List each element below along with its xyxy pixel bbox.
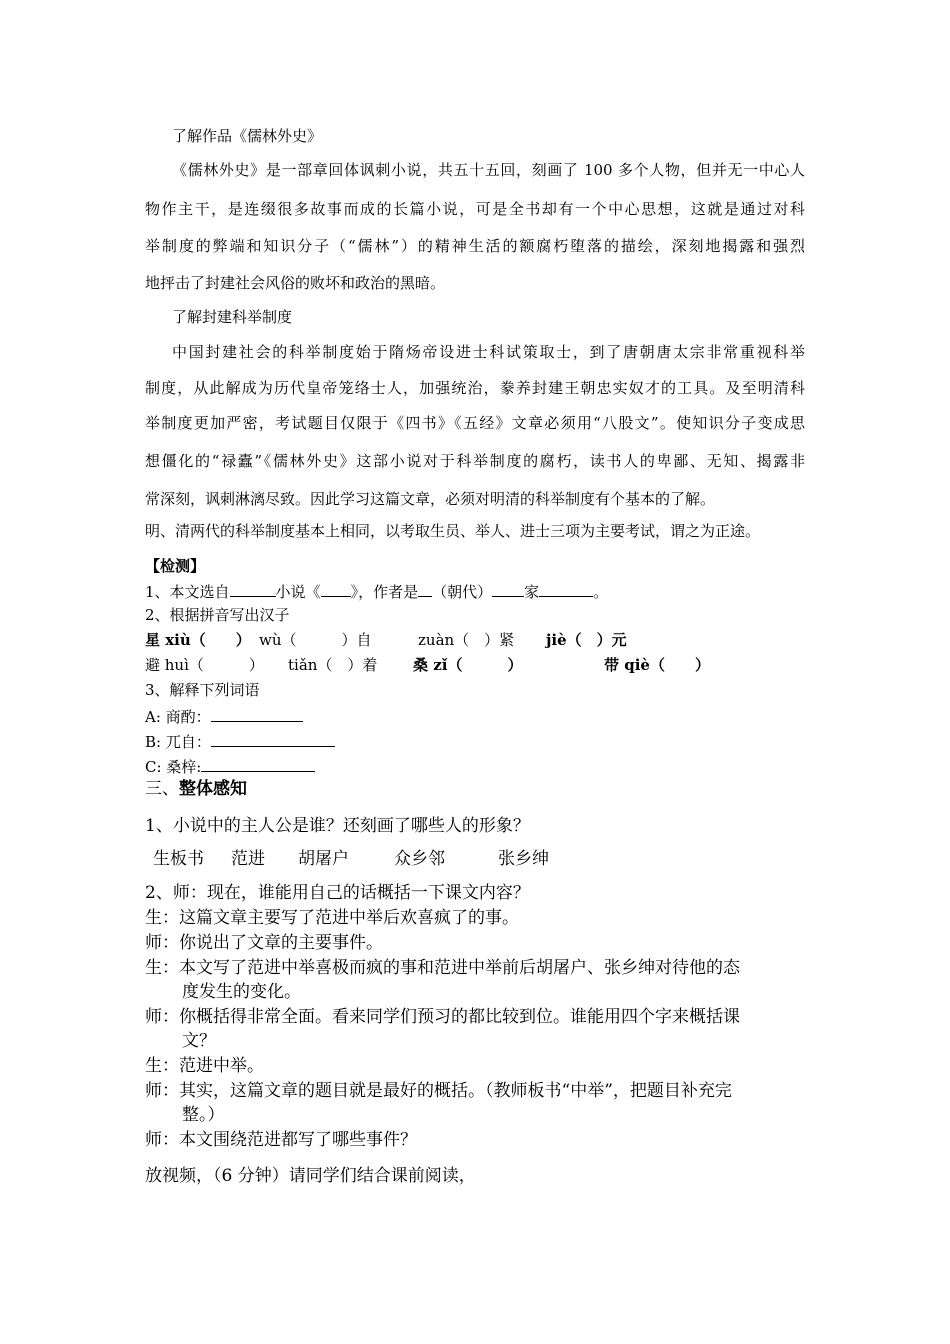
term-c-label: C: 桑梓: xyxy=(145,758,202,776)
intro-paragraph-line: 物作主干，是连缀很多故事而成的长篇小说，可是全书却有一个中心思想，这就是通过对科 xyxy=(145,200,805,218)
q1-text-e: 家 xyxy=(524,583,540,601)
section-heading xyxy=(145,778,247,800)
pinyin-item-jieyuan: jiè（ ）元 xyxy=(546,631,627,649)
dialog-line-continued: 度发生的变化。 xyxy=(182,982,301,1002)
dialog-line: 师：你概括得非常全面。看来同学们预习的都比较到位。谁能用四个字来概括课 xyxy=(145,1007,740,1027)
dialog-line: 放视频，（6 分钟）请同学们结合课前阅读， xyxy=(145,1166,476,1186)
dialog-line-continued: 整。） xyxy=(182,1105,225,1125)
intro-paragraph-line: 举制度的弊端和知识分子（“儒林”）的精神生活的额腐朽堕落的描绘，深刻地揭露和强烈 xyxy=(145,237,805,255)
keju-paragraph-line: 常深刻，讽刺淋漓尽致。因此学习这篇文章，必须对明清的科举制度有个基本的了解。 xyxy=(145,490,716,508)
blank-author[interactable] xyxy=(418,580,432,597)
check-question-1 xyxy=(145,580,608,602)
pinyin-item-daiqie: 带 qiè（ ） xyxy=(604,656,710,674)
board-item: 胡屠户 xyxy=(298,849,349,869)
section-heading-title: 整体感知 xyxy=(179,779,247,799)
dialog-line: 师：你说出了文章的主要事件。 xyxy=(145,933,383,953)
check-question-3: 3、解释下列词语 xyxy=(145,681,260,699)
q1-text-f: 。 xyxy=(593,583,609,601)
keju-paragraph-line: 中国封建社会的科举制度始于隋炀帝设进士科试策取士，到了唐朝唐太宗非常重视科举 xyxy=(172,343,805,361)
term-a-blank[interactable] xyxy=(211,705,303,722)
dialog-line: 生：范进中举。 xyxy=(145,1056,264,1076)
pinyin-item-wuzi: wù（ ）自 xyxy=(259,631,372,649)
blank-dynasty[interactable] xyxy=(492,580,524,597)
keju-paragraph-line: 制度，从此解成为历代皇帝笼络士人，加强统治，豢养封建王朝忠实奴才的工具。及至明清科 xyxy=(145,379,805,397)
keju-paragraph-line: 举制度更加严密，考试题目仅限于《四书》《五经》文章必须用“八股文”。使知识分子变成思 xyxy=(145,414,805,432)
pinyin-item-xingxiu: 星 xiù（ ） xyxy=(145,631,251,649)
term-b-blank[interactable] xyxy=(211,730,335,747)
blank-novel[interactable] xyxy=(321,580,351,597)
keju-paragraph-line: 想僵化的“禄蠹”《儒林外史》这部小说对于科举制度的腐朽，读书人的卑鄙、无知、揭露非 xyxy=(145,452,805,470)
intro-paragraph-line: 地抨击了封建社会风俗的败坏和政治的黑暗。 xyxy=(145,274,446,292)
term-c-blank[interactable] xyxy=(201,755,315,772)
q1-text-b: 小说《 xyxy=(275,583,321,601)
intro-title-rulin: 了解作品《儒林外史》 xyxy=(172,127,323,145)
dialog-line-continued: 文？ xyxy=(182,1031,216,1051)
dialog-line: 生：本文写了范进中举喜极而疯的事和范进中举前后胡屠户、张乡绅对待他的态 xyxy=(145,958,740,978)
section-question-2: 2、师：现在，谁能用自己的话概括一下课文内容？ xyxy=(145,883,530,903)
pinyin-item-bihui: 避 huì（ ） xyxy=(145,656,264,674)
check-heading: 【检测】 xyxy=(145,557,206,575)
term-b xyxy=(145,730,335,752)
pinyin-item-tianzhe: tiǎn（ ）着 xyxy=(288,656,378,674)
blank-source[interactable] xyxy=(230,580,276,597)
board-item: 范进 xyxy=(231,849,265,869)
board-item: 众乡邻 xyxy=(394,849,445,869)
q1-text-c: 》，作者是 xyxy=(350,583,419,601)
term-b-label: B: 兀自： xyxy=(145,733,211,751)
board-item: 张乡绅 xyxy=(498,849,549,869)
dialog-line: 生：这篇文章主要写了范进中举后欢喜疯了的事。 xyxy=(145,908,519,928)
intro-paragraph-line: 《儒林外史》是一部章回体讽刺小说，共五十五回，刻画了 100 多个人物，但并无一中心人 xyxy=(172,161,805,179)
dialog-line: 师：本文围绕范进都写了哪些事件？ xyxy=(145,1130,417,1150)
keju-summary-line: 明、清两代的科举制度基本上相同，以考取生员、举人、进士三项为主要考试，谓之为正途。 xyxy=(145,522,761,540)
section-heading-number: 三、 xyxy=(145,779,179,799)
pinyin-item-sangzi: 桑 zǐ（ ） xyxy=(413,656,523,674)
dialog-line: 师：其实，这篇文章的题目就是最好的概括。（教师板书“中举”，把题目补充完 xyxy=(145,1081,732,1101)
pinyin-item-zuanjin: zuàn（ ）紧 xyxy=(418,631,515,649)
term-a xyxy=(145,705,303,727)
check-question-2: 2、根据拼音写出汉子 xyxy=(145,606,290,624)
blank-genre[interactable] xyxy=(539,580,593,597)
q1-text-a: 1、本文选自 xyxy=(145,583,230,601)
term-a-label: A: 商酌： xyxy=(145,708,211,726)
intro-title-keju: 了解封建科举制度 xyxy=(172,308,293,326)
term-c xyxy=(145,755,315,777)
q1-text-d: （朝代） xyxy=(432,583,493,601)
section-question-1: 1、小说中的主人公是谁？还刻画了哪些人的形象？ xyxy=(145,816,530,836)
board-item: 生板书 xyxy=(153,849,204,869)
